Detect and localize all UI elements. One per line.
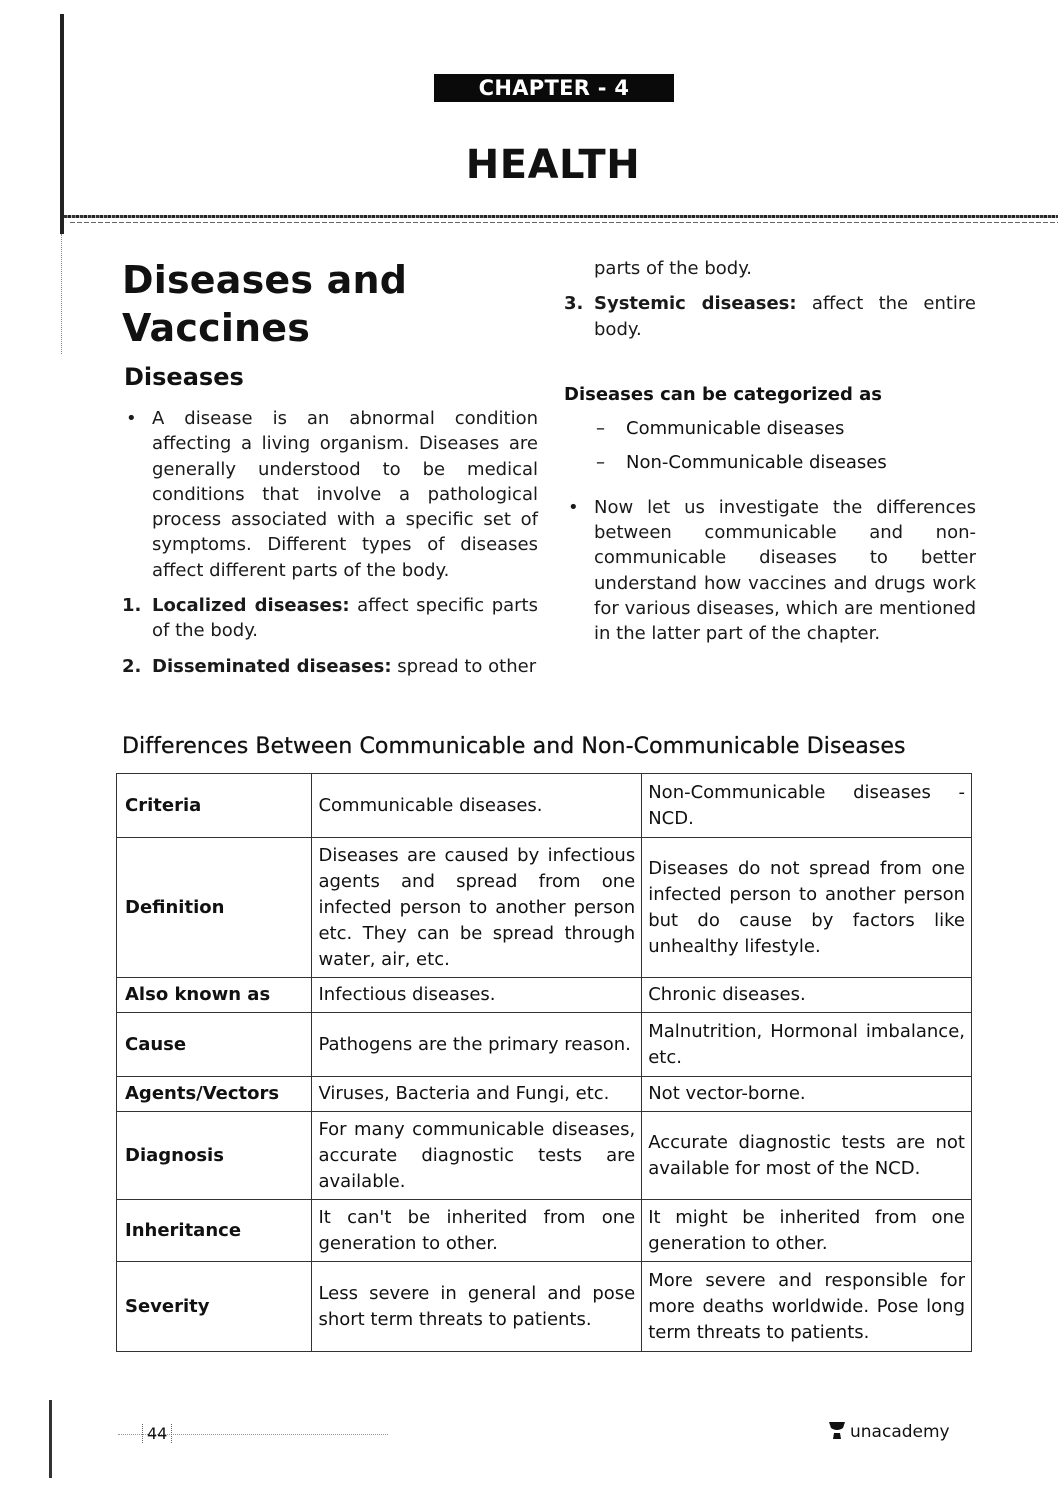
page-number: 44 [142,1424,172,1443]
outro-bullet-text: Now let us investigate the differences between communicable and non-communicable diseases to better understand how vaccines and drugs work for various diseases, which are mentioned in the latter part of the chapter. [594,496,976,645]
cell-criteria: Cause [117,1013,312,1077]
dash-icon: – [596,451,605,473]
subheading-diseases: Diseases [124,363,244,391]
item-term: Localized diseases: [152,595,350,617]
category-item [564,416,976,441]
intro-bullet [122,406,538,583]
cell-criteria: Agents/Vectors [117,1077,312,1112]
cell-non-communicable: Chronic diseases. [642,978,972,1013]
disease-type-item [564,291,976,342]
category-item [564,450,976,475]
cell-communicable: Pathogens are the primary reason. [312,1013,642,1077]
section-heading [122,256,538,352]
intro-bullet-text: A disease is an abnormal condition affecting a living organism. Diseases are generally understood to be medical conditions that involve a pathological process associated with a specific set of symptoms. Different types of diseases affect different parts of the body. [152,408,538,581]
cell-non-communicable: More severe and responsible for more deaths worldwide. Pose long term threats to patients. [642,1262,972,1352]
cell-communicable: Diseases are caused by infectious agents and spread from one infected person to another person etc. They can be spread through water, air, etc. [312,838,642,978]
cell-communicable: Infectious diseases. [312,978,642,1013]
outro-bullet [564,495,976,647]
right-column [564,256,976,647]
cell-communicable: For many communicable diseases, accurate diagnostic tests are available. [312,1112,642,1200]
page-title: HEALTH [465,142,641,188]
brand-name: unacademy [850,1422,950,1442]
disease-type-item [122,593,538,644]
cell-communicable: Less severe in general and pose short term threats to patients. [312,1262,642,1352]
item-number: 2. [122,655,142,677]
table-row [117,1262,972,1352]
categorized-heading: Diseases can be categorized as [564,383,882,405]
item-desc: spread to other [391,655,537,677]
scan-edge-dots [61,234,63,354]
cell-non-communicable: Accurate diagnostic tests are not available for most of the NCD. [642,1112,972,1200]
table-row [117,1013,972,1077]
scan-edge-mark [60,14,64,234]
item-number: 1. [122,595,142,617]
cell-criteria: Also known as [117,978,312,1013]
item-term: Disseminated diseases: [152,655,392,677]
cell-criteria: Inheritance [117,1200,312,1262]
table-row [117,1112,972,1200]
header-criteria: Criteria [117,774,312,838]
bullet-icon: • [126,408,137,429]
differences-table [116,773,972,1352]
unacademy-logo-icon [828,1420,846,1444]
cell-non-communicable: Diseases do not spread from one infected person to another person but do cause by factors like unhealthy lifestyle. [642,838,972,978]
table-row [117,1200,972,1262]
cell-non-communicable: Malnutrition, Hormonal imbalance, etc. [642,1013,972,1077]
table-row [117,978,972,1013]
category-label: Communicable diseases [626,417,845,439]
cell-communicable: It can't be inherited from one generation to other. [312,1200,642,1262]
section-heading-line-1: Diseases and [122,258,408,302]
dash-icon: – [596,417,605,439]
cell-criteria: Severity [117,1262,312,1352]
header-divider [64,215,1058,218]
header-non-communicable: Non-Communicable diseases -NCD. [642,774,972,838]
cell-non-communicable: Not vector-borne. [642,1077,972,1112]
bullet-icon: • [568,496,579,518]
scan-edge-mark-bottom [49,1400,52,1478]
table-title: Differences Between Communicable and Non-Communicable Diseases [122,734,906,759]
left-column [122,256,538,679]
table-header-row [117,774,972,838]
item-desc: affect specific parts of the body. [152,595,538,642]
brand-logo [828,1420,950,1444]
header-communicable: Communicable diseases. [312,774,642,838]
category-label: Non-Communicable diseases [626,451,887,473]
header-divider-secondary [70,222,1058,223]
disease-type-item [122,654,538,679]
table-row [117,838,972,978]
cell-criteria: Diagnosis [117,1112,312,1200]
cell-non-communicable: It might be inherited from one generation to other. [642,1200,972,1262]
table-row [117,1077,972,1112]
chapter-badge: CHAPTER - 4 [434,74,674,102]
item-desc: affect the entire body. [594,293,976,340]
continuation-text: parts of the body. [594,258,753,279]
cell-communicable: Viruses, Bacteria and Fungi, etc. [312,1077,642,1112]
item-number: 3. [564,293,584,315]
item-term: Systemic diseases: [594,293,797,315]
cell-criteria: Definition [117,838,312,978]
section-heading-line-2: Vaccines [122,306,311,350]
